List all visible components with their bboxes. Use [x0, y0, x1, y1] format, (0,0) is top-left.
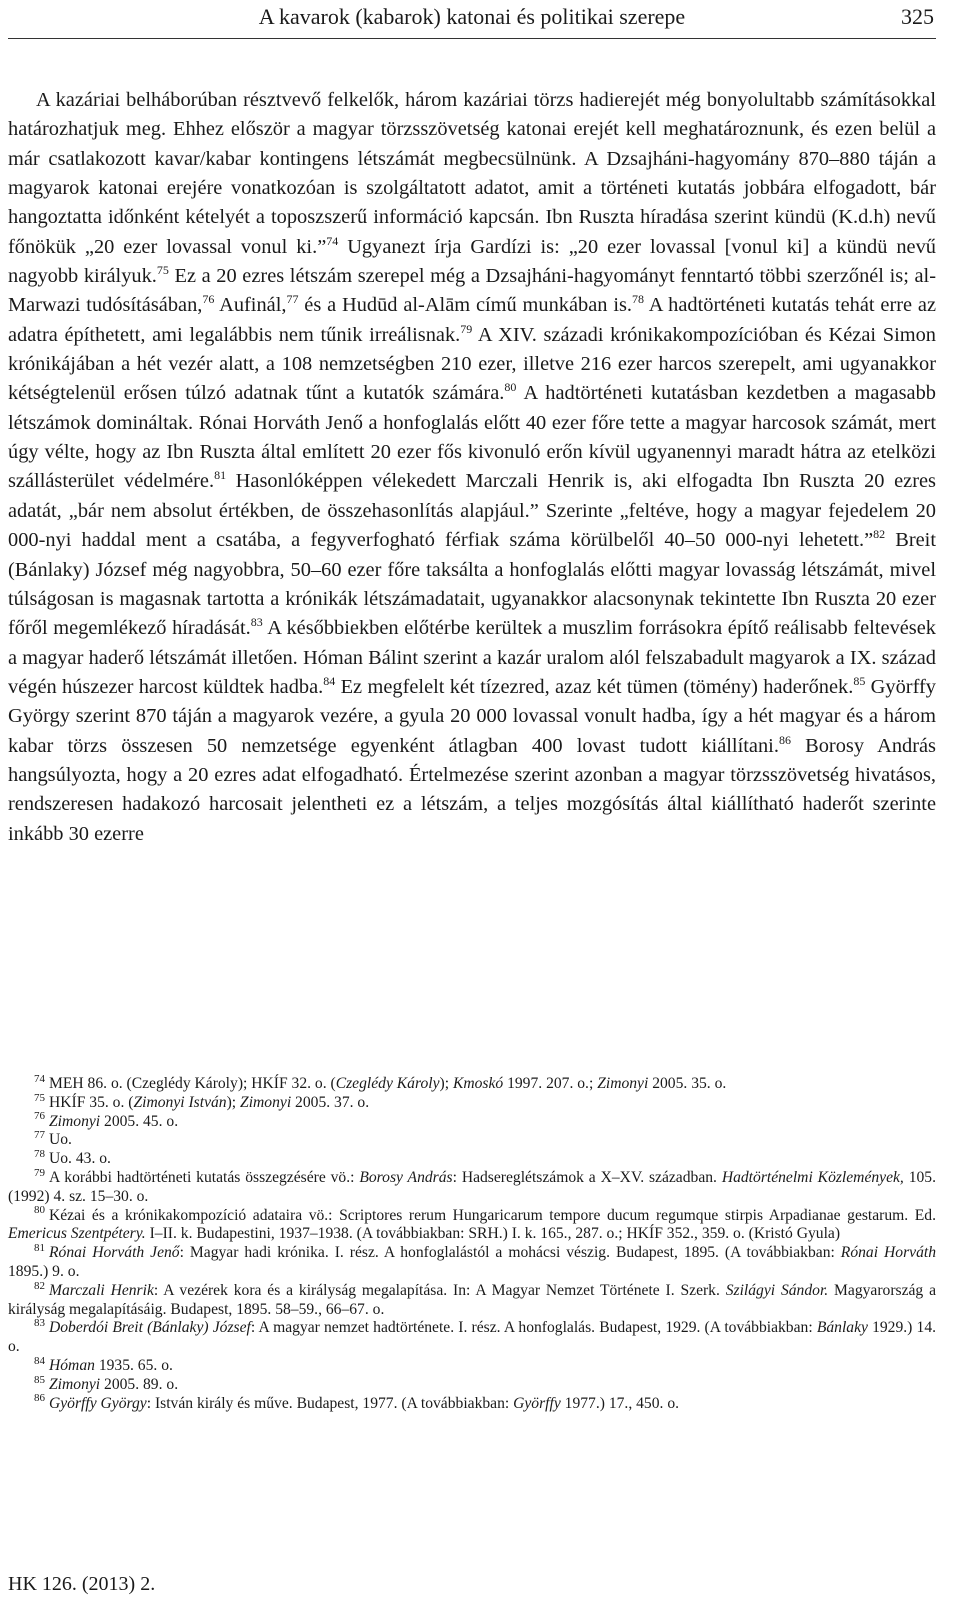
footnote-text: Kézai és a krónikakompozíció adataira vö.: Scriptores rerum Hungaricarum tempore ducum regumque stirpis Arpadianae gestarum. Ed. [49, 1206, 936, 1224]
text-segment: A XIV. századi krónikakompozícióban és Kézai Simon krónikájában a hét vezér alatt, a 108 nemzetségben 210 ezer, illetve 216 ezer harcos szerepelt, ami ugyanakkor kétségtelenül erősen túlzó adatnak tűnt a kutatók számára. [8, 323, 936, 405]
footnote-text: 1997. 207. o.; [503, 1075, 598, 1092]
footnote-number: 76 [34, 1110, 45, 1123]
page-number: 325 [901, 4, 934, 29]
footnote-text: 105. (1992) 4. sz. 15–30. o. [8, 1168, 937, 1205]
text-segment: és a Hudūd al-Alām című munkában is. [298, 294, 633, 317]
footnote-text: ); [226, 1093, 241, 1111]
footnote-number: 79 [34, 1166, 45, 1179]
footnote-italic: Zimonyi [240, 1093, 292, 1111]
footnote [8, 1279, 936, 1320]
footnote-text: A korábbi hadtörténeti kutatás összegzésére vö.: [49, 1168, 360, 1186]
footnote [8, 1373, 936, 1395]
footnote-text: Uo. [49, 1131, 72, 1149]
footnote-text: : István király és műve. Budapest, 1977. (A továbbiakban: [146, 1394, 514, 1412]
footnote-text: ); [439, 1075, 453, 1092]
text-segment: Ez a 20 ezres létszám szerepel még a Dzsajháni-hagyományt fenntartó többi szerzőnél is; al-Marwazi tudósításában, [8, 265, 936, 317]
footnote-italic: Kmoskó [452, 1075, 504, 1092]
footnote-text: Uo. 43. o. [49, 1150, 111, 1168]
footnote-ref[interactable]: 80 [504, 380, 517, 395]
footnote-italic: Zimonyi István [133, 1093, 227, 1111]
footnote-number: 82 [34, 1279, 45, 1292]
footnote-number: 77 [34, 1129, 45, 1142]
footnote [8, 1204, 936, 1245]
footnote-text: 1895.) 9. o. [8, 1262, 80, 1280]
footnote-ref[interactable]: 75 [156, 263, 169, 278]
footnote-text: : Magyar hadi krónika. I. rész. A honfoglalástól a mohácsi vészig. Budapest, 1895. (A továbbiakban: [179, 1244, 841, 1262]
footnote-text: MEH 86. o. (Czeglédy Károly); HKÍF 32. o. ( [49, 1075, 336, 1092]
footnote-italic: Hadtörténelmi Közlemények, [721, 1168, 904, 1186]
footnote [8, 1392, 936, 1414]
footnote [8, 1072, 936, 1094]
text-segment: Borosy András hangsúlyozta, hogy a 20 ezres adat elfogadható. Értelmezése szerint azonban a magyar törzsszövetség hivatásos, rendszeresen hadakozó harcosait jelentheti ez a létszám, a teljes mozgósítás által kiállítható haderőt szerinte inkább 30 ezerre [8, 734, 936, 845]
footnote-italic: Györffy György [49, 1394, 147, 1412]
footnote-italic: Szilágyi Sándor. [725, 1281, 829, 1299]
footnote-italic: Hóman [49, 1356, 95, 1374]
footnote-italic: Györffy [513, 1394, 561, 1412]
footnotes [8, 1072, 937, 1413]
text-segment: A későbbiekben előtérbe kerültek a muszlim forrásokra építő reálisabb feltevések a magyar haderő létszámát illetően. Hóman Bálint szerint a kazár uralom alól felszabadult magyarok a IX. század végén húszezer harcost küldtek hadba. [8, 617, 936, 698]
footnote-italic: Borosy András [359, 1168, 453, 1186]
footnote-number: 81 [34, 1241, 45, 1254]
footnote [8, 1131, 936, 1150]
footnote-ref[interactable]: 78 [632, 292, 645, 307]
footnote-text: : A vezérek kora és a királyság megalapítása. In: A Magyar Nemzet Története I. Szerk. [153, 1281, 726, 1299]
footnote-number: 74 [34, 1072, 45, 1085]
footnote [8, 1150, 936, 1169]
footnote-text: 2005. 45. o. [100, 1112, 179, 1130]
footnote-ref[interactable]: 82 [873, 527, 886, 542]
text-segment: A kazáriai belháborúban résztvevő felkelők, három kazáriai törzs hadierejét még bonyolultabb számításokkal határozhatjuk meg. Ehhez először a magyar törzsszövetség katonai erejét kell meghatároznunk, és ezen belül a már csatlakozott kavar/kabar kontingens létszámát megbecsülnünk. A Dzsajháni-hagyomány 870–880 táján a magyarok katonai erejére vonatkozóan is szolgáltatott adatot, amit a történeti kutatás jobbára elfogadott, bár hangoztatta időnként kételyét a toposzszerű információ kapcsán. Ibn Ruszta híradása szerint kündü (K.d.h) nevű főnökük „20 ezer lovassal vonul ki.” [8, 89, 936, 258]
footnote-ref[interactable]: 84 [323, 674, 336, 689]
text-segment: Aufinál, [214, 294, 287, 317]
footnote [8, 1241, 936, 1282]
footnote-number: 80 [34, 1204, 45, 1217]
text-segment: Hasonlóképpen vélekedett Marczali Henrik is, aki elfogadta Ibn Ruszta 20 ezres adatát, „bár nem absolut értékben, de összehasonlítás alapjául.” Szerinte „feltéve, hogy a magyar fejedelem 20 000-nyi haddal ment a csatába, a fegyverfogható férfiak száma körülbelől 40–50 000-nyi lehetett.” [8, 470, 936, 552]
footnote-number: 75 [34, 1091, 45, 1104]
footnote-text: 2005. 37. o. [291, 1093, 370, 1111]
footnote-italic: Bánlaky [816, 1319, 868, 1337]
footnote [8, 1110, 936, 1132]
footnote-text: 2005. 89. o. [100, 1375, 179, 1393]
footnote-ref[interactable]: 83 [250, 615, 263, 630]
footnote-italic: Rónai Horváth Jenő [49, 1244, 180, 1262]
text-segment: A hadtörténeti kutatás tehát erre az adatra építhetett, ami legalábbis nem tűnik irreálisnak. [8, 294, 937, 346]
text-segment: Ez megfelelt két tízezred, azaz két tümen (tömény) haderőnek. [335, 675, 854, 698]
footnote-text: Magyarország a királyság megalapításáig. Budapest, 1895. 58–59., 66–67. o. [8, 1281, 936, 1318]
footnote-number: 78 [34, 1148, 45, 1160]
footnote-number: 86 [34, 1392, 45, 1405]
footnote-ref[interactable]: 81 [214, 468, 227, 483]
footnote-number: 84 [34, 1354, 45, 1367]
footnote-text: : A magyar nemzet hadtörténete. I. rész. A honfoglalás. Budapest, 1929. (A továbbiakban: [250, 1319, 817, 1337]
main-paragraph [8, 86, 936, 849]
footnote-italic: Zimonyi [49, 1375, 101, 1393]
running-header [8, 0, 936, 39]
footnote-italic: Zimonyi [597, 1075, 649, 1092]
footnote-italic: Czeglédy Károly [335, 1075, 440, 1092]
footnote-text: 2005. 35. o. [648, 1075, 727, 1092]
footnote-italic: Emericus Szentpétery. [8, 1225, 146, 1243]
footnote-italic: Rónai Horváth [840, 1244, 936, 1262]
footnote-italic: Marczali Henrik [49, 1281, 154, 1299]
footnote-text: HKÍF 35. o. ( [49, 1093, 134, 1111]
footnote-text: : Hadsereglétszámok a X–XV. században. [452, 1168, 722, 1186]
text-segment: Györffy György szerint 870 táján a magyarok vezére, a gyula 20 000 lovassal vonult hadba, így a hét magyar és a három kabar törzs összesen 50 nemzetsége egyenként átlagban 400 lovast tudott kiállítani. [8, 675, 936, 757]
footnote-ref[interactable]: 76 [202, 292, 215, 307]
text-segment: Ugyanezt írja Gardízi is: „20 ezer lovassal [vonul ki] a kündü nevű nagyobb királyuk. [8, 235, 936, 288]
footnote-italic: Zimonyi [49, 1112, 101, 1130]
footnote-ref[interactable]: 74 [326, 233, 339, 248]
footnote [8, 1319, 936, 1357]
footnote-text: 1977.) 17., 450. o. [560, 1394, 680, 1412]
footnote-number: 83 [34, 1317, 45, 1330]
footnote [8, 1166, 937, 1207]
footnote-ref[interactable]: 85 [853, 674, 866, 689]
journal-footer: HK 126. (2013) 2. [8, 1573, 156, 1595]
footnote-text: 1935. 65. o. [94, 1356, 173, 1374]
text-segment: Breit (Bánlaky) József még nagyobbra, 50–60 ezer főre taksálta a honfoglalás előtti magyar lovasság létszámát, mivel túlságosan is magasnak tartotta a krónikák létszámadatait, ugyanakkor alacsonynak tekintette Ibn Ruszta 20 ezer főről megemlékező híradását. [8, 529, 936, 640]
running-title: A kavarok (kabarok) katonai és politikai szerepe [258, 4, 686, 29]
footnote [8, 1354, 936, 1376]
footnote [8, 1091, 936, 1113]
footnote-text: 1929.) 14. o. [8, 1319, 937, 1356]
text-segment: A hadtörténeti kutatásban kezdetben a magasabb létszámok domináltak. Rónai Horváth Jenő a honfoglalás előtt 40 ezer főre tette a magyar harcosok számát, mert úgy vélte, hogy az Ibn Ruszta által említett 20 ezer fős kivonuló erőn kívül ugyanennyi maradt hátra az etelközi szállásterület védelmére. [8, 382, 936, 493]
footnote-ref[interactable]: 86 [778, 732, 791, 747]
footnote-text: I–II. k. Budapestini, 1937–1938. (A továbbiakban: SRH.) I. k. 165., 287. o.; HKÍF 352., 359. o. (Kristó Gyula) [145, 1225, 841, 1243]
footnote-number: 85 [34, 1373, 45, 1386]
footnote-ref[interactable]: 79 [460, 321, 473, 336]
footnote-ref[interactable]: 77 [286, 292, 299, 307]
footnote-italic: Doberdói Breit (Bánlaky) József [49, 1319, 251, 1337]
